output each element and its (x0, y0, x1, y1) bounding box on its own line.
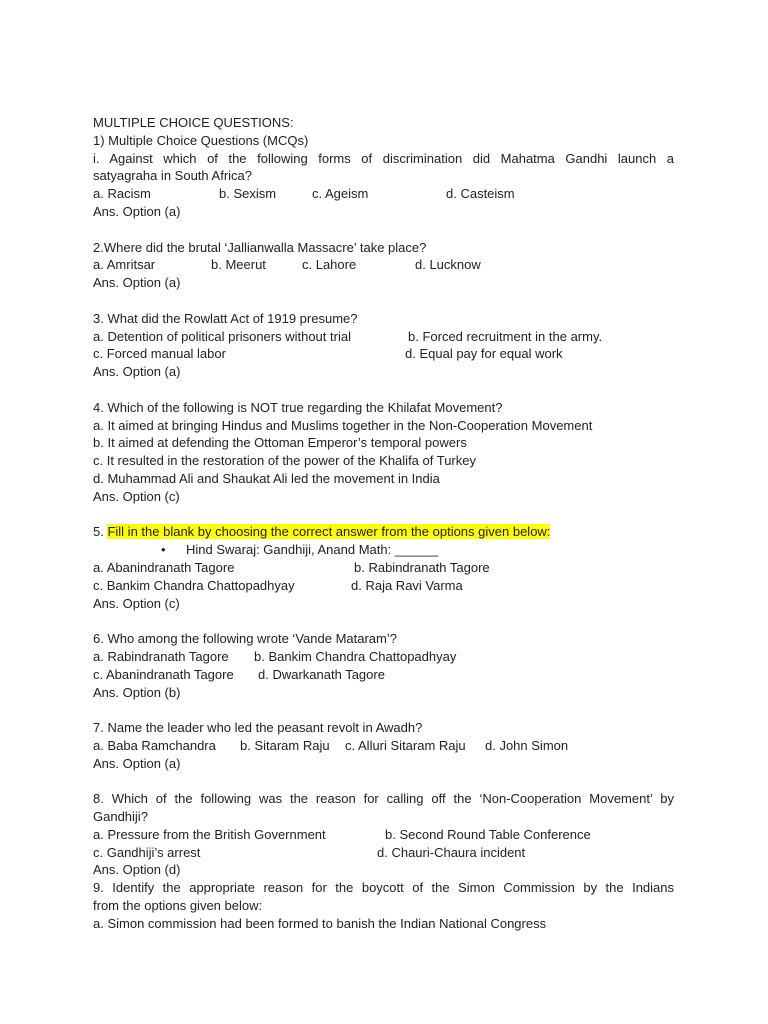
q5-option-d: d. Raja Ravi Varma (351, 577, 463, 593)
q5-option-b: b. Rabindranath Tagore (354, 559, 490, 575)
q6-option-d: d. Dwarkanath Tagore (258, 666, 385, 682)
q3-text: 3. What did the Rowlatt Act of 1919 presume? (93, 310, 358, 326)
q8-option-c: c. Gandhiji’s arrest (93, 844, 201, 860)
q5-highlighted-instruction: Fill in the blank by choosing the correct answer from the options given below: (107, 524, 551, 540)
q5-number: 5. (93, 524, 108, 540)
q5-option-a: a. Abanindranath Tagore (93, 559, 235, 575)
q1-option-c: c. Ageism (312, 186, 369, 202)
q6-option-b: b. Bankim Chandra Chattopadhyay (254, 648, 457, 664)
q3-options-row1 (93, 328, 674, 346)
q7-answer: Ans. Option (a) (93, 755, 181, 771)
q3-option-b: b. Forced recruitment in the army. (408, 328, 603, 344)
q4-option-b: b. It aimed at defending the Ottoman Emperor’s temporal powers (93, 435, 467, 451)
q2-answer: Ans. Option (a) (93, 275, 181, 291)
q8-option-a: a. Pressure from the British Government (93, 826, 326, 842)
q5-options-row2 (93, 577, 674, 595)
q1-options (93, 185, 674, 203)
q8-text-line2: Gandhiji? (93, 809, 148, 825)
q7-option-d: d. John Simon (485, 737, 569, 753)
q8-option-d: d. Chauri-Chaura incident (377, 844, 526, 860)
q4-option-a: a. It aimed at bringing Hindus and Muslims together in the Non-Cooperation Movement (93, 417, 593, 433)
q2-option-c: c. Lahore (302, 257, 357, 273)
q2-options (93, 256, 674, 274)
q6-text: 6. Who among the following wrote ‘Vande Mataram’? (93, 631, 397, 647)
question-list (93, 114, 674, 933)
q8-answer: Ans. Option (d) (93, 862, 181, 878)
q3-answer: Ans. Option (a) (93, 364, 181, 380)
q1-option-b: b. Sexism (219, 186, 277, 202)
q6-options-row2 (93, 666, 674, 684)
q7-option-a: a. Baba Ramchandra (93, 737, 216, 753)
q9-text-line1: 9. Identify the appropriate reason for the boycott of the Simon Commission by the Indians (93, 880, 674, 896)
q3-option-a: a. Detention of political prisoners without trial (93, 328, 351, 344)
q7-options (93, 737, 674, 755)
q9-text-line2: from the options given below: (93, 898, 263, 914)
q8-option-b: b. Second Round Table Conference (385, 826, 591, 842)
q3-options-row2 (93, 345, 674, 363)
q3-option-c: c. Forced manual labor (93, 346, 226, 362)
q4-option-d: d. Muhammad Ali and Shaukat Ali led the movement in India (93, 470, 440, 486)
q1-text-line2: satyagraha in South Africa? (93, 168, 252, 184)
q5-text (93, 523, 674, 541)
q5-options-row1 (93, 559, 674, 577)
heading: MULTIPLE CHOICE QUESTIONS: (93, 115, 294, 130)
subheading: 1) Multiple Choice Questions (MCQs) (93, 132, 309, 148)
q1-text-line1: i. Against which of the following forms of discrimination did Mahatma Gandhi launch a (93, 150, 674, 166)
bullet-icon: • (161, 542, 166, 558)
q2-option-d: d. Lucknow (415, 257, 481, 273)
q6-option-a: a. Rabindranath Tagore (93, 648, 229, 664)
q2-option-a: a. Amritsar (93, 257, 156, 273)
q5-answer: Ans. Option (c) (93, 595, 180, 611)
q5-bullet-text: Hind Swaraj: Gandhiji, Anand Math: ______ (186, 542, 439, 558)
q2-option-b: b. Meerut (211, 257, 266, 273)
q4-answer: Ans. Option (c) (93, 488, 180, 504)
q1-option-d: d. Casteism (446, 186, 515, 202)
q4-option-c: c. It resulted in the restoration of the power of the Khalifa of Turkey (93, 453, 476, 469)
q7-option-b: b. Sitaram Raju (240, 737, 330, 753)
q8-options-row1 (93, 826, 674, 844)
q2-text: 2.Where did the brutal ‘Jallianwalla Massacre’ take place? (93, 239, 427, 255)
q3-option-d: d. Equal pay for equal work (405, 346, 563, 362)
q6-answer: Ans. Option (b) (93, 684, 181, 700)
q4-text: 4. Which of the following is NOT true regarding the Khilafat Movement? (93, 399, 503, 415)
q7-text: 7. Name the leader who led the peasant revolt in Awadh? (93, 720, 423, 736)
q5-bullet (93, 541, 674, 559)
q9-option-a: a. Simon commission had been formed to banish the Indian National Congress (93, 915, 547, 931)
q6-option-c: c. Abanindranath Tagore (93, 666, 234, 682)
q7-option-c: c. Alluri Sitaram Raju (345, 737, 466, 753)
q1-answer: Ans. Option (a) (93, 203, 181, 219)
q8-options-row2 (93, 844, 674, 862)
q1-option-a: a. Racism (93, 186, 151, 202)
q8-text-line1: 8. Which of the following was the reason for calling off the ‘Non-Cooperation Movement’ by (93, 791, 674, 807)
q5-option-c: c. Bankim Chandra Chattopadhyay (93, 577, 295, 593)
q6-options-row1 (93, 648, 674, 666)
